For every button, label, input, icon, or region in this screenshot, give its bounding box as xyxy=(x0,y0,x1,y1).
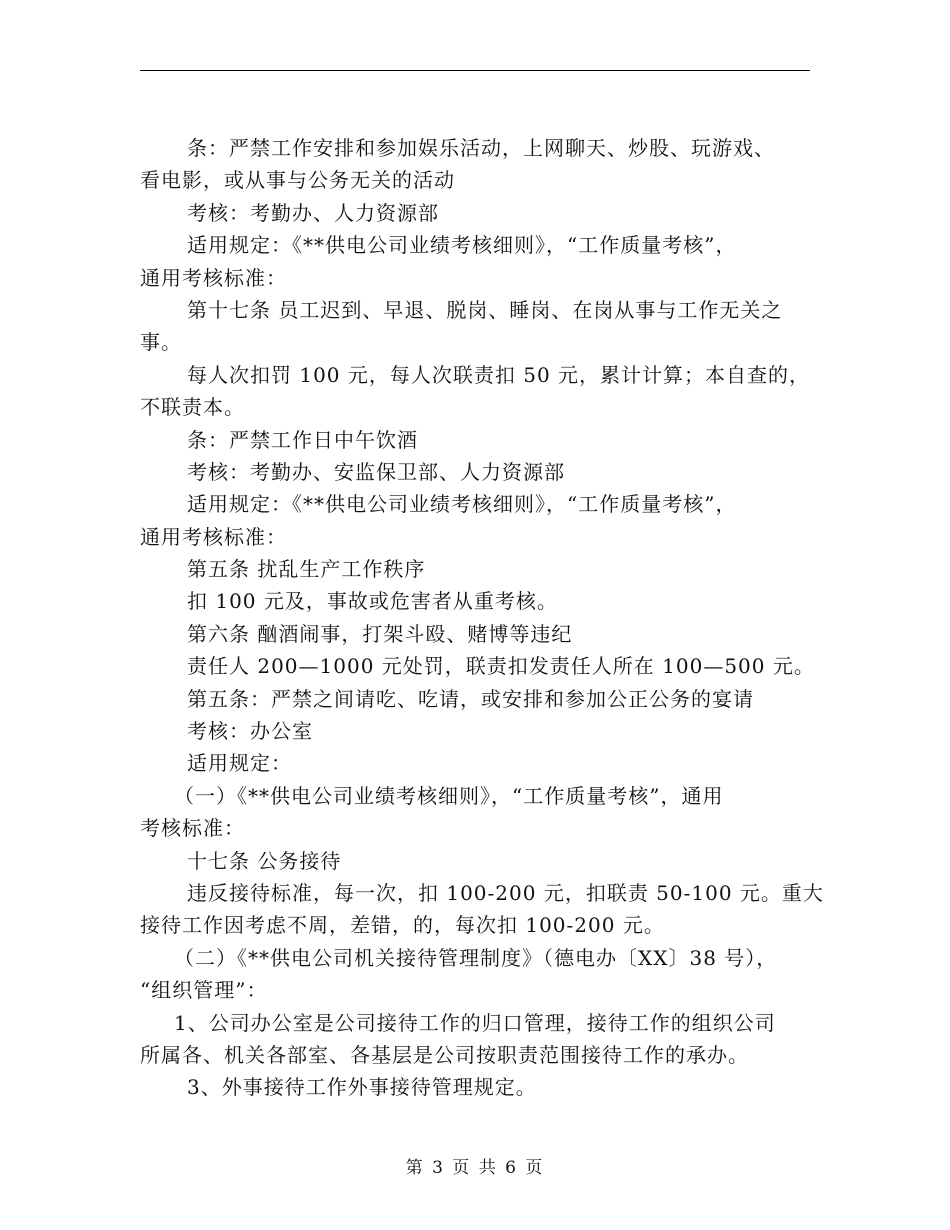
paragraph-line: 每人次扣罚 100 元，每人次联责扣 50 元，累计计算；本自查的， xyxy=(187,362,811,387)
paragraph-line: 所属各、机关各部室、各基层是公司按职责范围接待工作的承办。 xyxy=(140,1042,749,1067)
paragraph-line: 责任人 200—1000 元处罚，联责扣发责任人所在 100—500 元。 xyxy=(187,654,815,679)
paragraph-line: 3、外事接待工作外事接待管理规定。 xyxy=(187,1075,537,1100)
paragraph-line: （二）《**供电公司机关接待管理制度》（德电办〔XX〕38 号）， xyxy=(174,945,778,970)
paragraph-line: 适用规定：《**供电公司业绩考核细则》，“工作质量考核”， xyxy=(187,233,737,258)
header-rule xyxy=(140,70,810,71)
paragraph-line: 不联责本。 xyxy=(140,395,245,420)
paragraph-line: （一）《**供电公司业绩考核细则》，“工作质量考核”，通用 xyxy=(174,783,724,808)
paragraph-line: 条：严禁工作安排和参加娱乐活动，上网聊天、炒股、玩游戏、 xyxy=(187,136,775,160)
paragraph-line: 第六条 酗酒闹事，打架斗殴、赌博等违纪 xyxy=(187,621,573,646)
paragraph-line: 考核：考勤办、人力资源部 xyxy=(187,200,439,225)
page-number: 第 3 页 共 6 页 xyxy=(405,1158,545,1178)
paragraph-line: “组织管理”： xyxy=(140,978,268,1003)
paragraph-line: 通用考核标准： xyxy=(140,265,287,290)
paragraph-line: 接待工作因考虑不周，差错，的，每次扣 100-200 元。 xyxy=(140,913,665,938)
paragraph-line: 考核：办公室 xyxy=(187,719,313,744)
paragraph-line: 第十七条 员工迟到、早退、脱岗、睡岗、在岗从事与工作无关之 xyxy=(187,297,783,322)
paragraph-line: 违反接待标准，每一次，扣 100-200 元，扣联责 50-100 元。重大 xyxy=(187,880,824,905)
paragraph-line: 适用规定：《**供电公司业绩考核细则》，“工作质量考核”， xyxy=(187,492,737,517)
paragraph-line: 事。 xyxy=(140,330,182,355)
paragraph-line: 适用规定： xyxy=(187,751,292,776)
paragraph-line: 考核：考勤办、安监保卫部、人力资源部 xyxy=(187,459,565,484)
document-body xyxy=(140,132,824,1104)
paragraph-line: 1、公司办公室是公司接待工作的归口管理，接待工作的组织公司 xyxy=(174,1010,776,1035)
paragraph-line: 通用考核标准： xyxy=(140,524,287,549)
paragraph-line: 考核标准： xyxy=(140,816,245,841)
paragraph-line: 第五条 扰乱生产工作秩序 xyxy=(187,557,426,582)
paragraph-line: 条：严禁工作日中午饮酒 xyxy=(187,427,418,452)
paragraph-line: 看电影，或从事与公务无关的活动 xyxy=(140,168,455,193)
paragraph-line: 第五条：严禁之间请吃、吃请，或安排和参加公正公务的宴请 xyxy=(187,686,754,711)
paragraph-line: 十七条 公务接待 xyxy=(187,848,342,873)
paragraph-line: 扣 100 元及，事故或危害者从重考核。 xyxy=(187,589,558,614)
